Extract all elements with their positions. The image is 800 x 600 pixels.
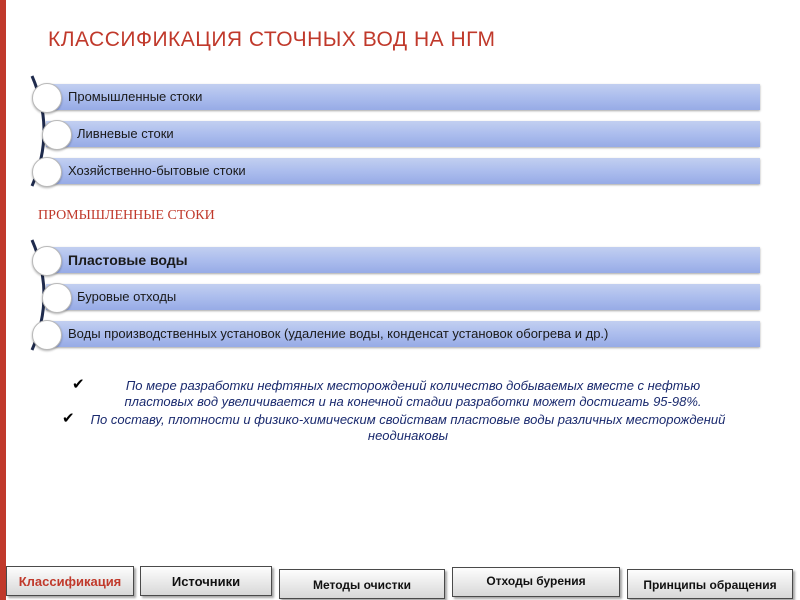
list-item-process-water [46,321,760,347]
note-text: По составу, плотности и физико-химическим свойствам пластовые воды различных месторождений неодинаковы [90,412,726,443]
list-item-label: Ливневые стоки [77,126,174,141]
list-item-label: Хозяйственно-бытовые стоки [68,163,246,178]
note-text: По мере разработки нефтяных месторождений количество добываемых вместе с нефтью пластовых вод увеличивается и на конечной стадии разработки может достигать 95-98%. [124,378,702,409]
list-item-label: Воды производственных установок (удаление воды, конденсат установок обогрева и др.) [68,326,609,341]
checkmark-icon: ✔ [72,376,85,393]
industrial-list [0,236,800,354]
list-item-storm [46,121,760,147]
bullet-circle-icon [32,320,62,350]
list-item-label: Буровые отходы [77,289,177,304]
notes-block [60,378,750,446]
bullet-circle-icon [42,283,72,313]
tab-handling-principles[interactable]: Принципы обращения [627,569,793,599]
list-item-formation-water [46,247,760,273]
note-item [60,412,750,444]
list-item-industrial [46,84,760,110]
section-subtitle: ПРОМЫШЛЕННЫЕ СТОКИ [38,208,215,223]
bullet-circle-icon [32,83,62,113]
list-item-label: Пластовые воды [68,252,188,268]
list-item-household [46,158,760,184]
tab-drilling-waste[interactable]: Отходы бурения [452,567,620,597]
bullet-circle-icon [42,120,72,150]
tab-sources[interactable]: Источники [140,566,272,596]
tab-treatment-methods[interactable]: Методы очистки [279,569,445,599]
note-item [60,378,750,410]
tab-classification[interactable]: Классификация [6,566,134,596]
page-title: КЛАССИФИКАЦИЯ СТОЧНЫХ ВОД НА НГМ [48,28,496,51]
bullet-circle-icon [32,157,62,187]
checkmark-icon: ✔ [62,410,75,427]
list-item-label: Промышленные стоки [68,89,203,104]
list-item-drilling-waste [46,284,760,310]
bullet-circle-icon [32,246,62,276]
category-list [0,72,800,190]
